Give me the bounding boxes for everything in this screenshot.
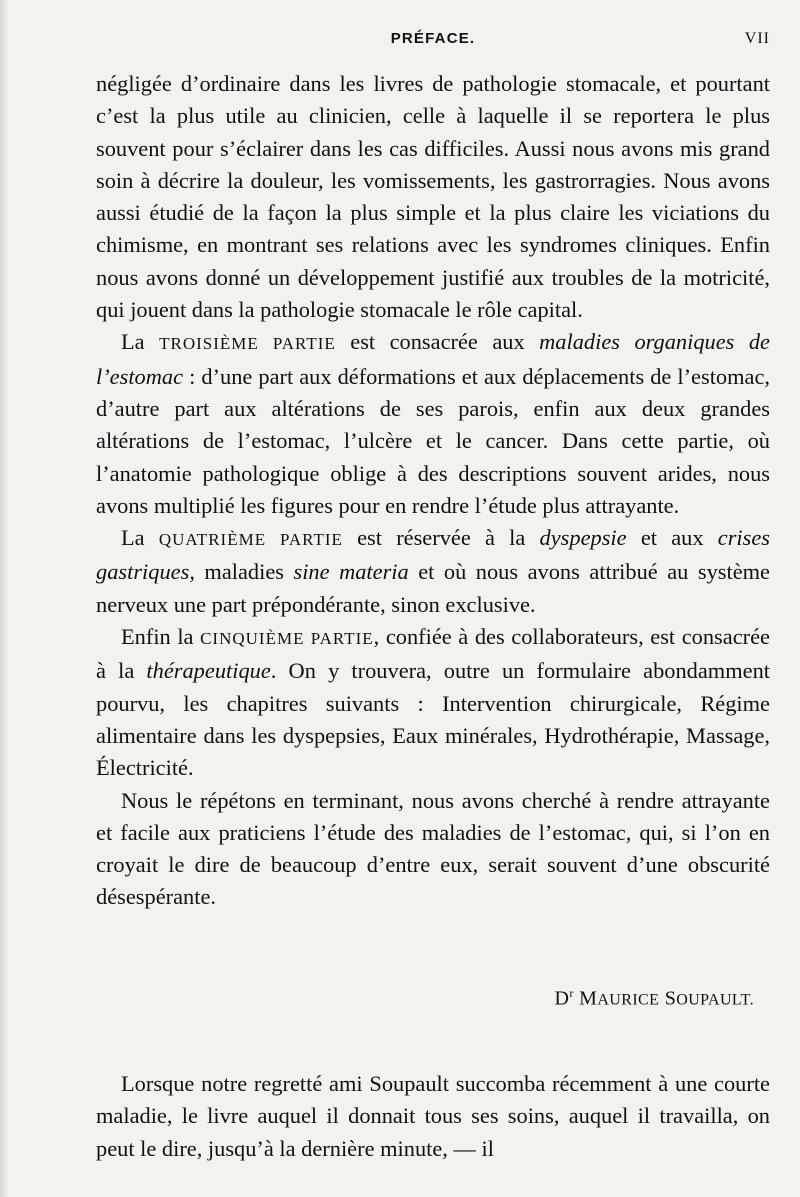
paragraph-conclusion: Nous le répétons en terminant, nous avons cherché à rendre attrayante et facile aux praticiens l’étude des maladies de l’estomac, qui, si l’on en croyait le dire de beaucoup d’entre eux, serait souvent d’une obscurité désespérante. — [96, 787, 770, 910]
fourth-part-italic-1: dyspepsie — [539, 525, 627, 551]
signature-first-name-cap: M — [579, 987, 598, 1010]
third-part-text-2: : d’une part aux déformations et aux déplacements de l’estomac, d’autre part aux altérations de ses parois, enfin aux deux grandes altérations de l’estomac, l’ulcère et le cancer. Dans cette partie, où l’anatomie pathologique oblige à des descriptions souvent arides, nous avons multiplié les figures pour en rendre l’étude plus attrayante. — [96, 363, 770, 518]
third-part-text-1: est consacrée aux — [335, 329, 540, 355]
third-part-italic: maladies organiques de l’estomac — [96, 329, 770, 389]
fourth-part-text-4: et où nous avons attribué au système nerveux une part prépondérante, sinon exclusive. — [96, 559, 770, 617]
page-edge-shadow — [0, 0, 8, 1197]
author-signature — [555, 986, 755, 1011]
fourth-part-text-3: , maladies — [189, 559, 294, 585]
paragraph-third-part — [96, 326, 770, 522]
preface-body — [96, 68, 770, 914]
running-head: PRÉFACE. — [390, 30, 476, 47]
fourth-part-italic-3: sine materia — [293, 559, 409, 585]
page-number: VII — [744, 30, 770, 47]
fifth-part-intro: Enfin la — [121, 624, 194, 650]
page-header — [96, 30, 770, 58]
fourth-part-label: QUATRIÈME PARTIE — [158, 530, 343, 550]
fifth-part-label: CINQUIÈME PARTIE — [200, 629, 374, 649]
paragraph-continuation: négligée d’ordinaire dans les livres de pathologie stomacale, et pourtant c’est la plus utile au clinicien, celle à laquelle il se reportera le plus souvent pour s’éclairer dans les cas difficiles. Aussi nous avons mis grand soin à décrire la douleur, les vomissements, les gastrorragies. Nous avons aussi étudié de la façon la plus simple et la plus claire les viciations du chimisme, en montrant ses relations avec les syndromes cliniques. Enfin nous avons donné un développement justifié aux troubles de la motricité, qui jouent dans la pathologie stomacale le rôle capital. — [96, 71, 770, 323]
signature-title-sup: r — [569, 986, 574, 1000]
closing-text — [96, 1068, 770, 1165]
signature-last-name-cap: S — [664, 987, 677, 1010]
fourth-part-text-1: est réservée à la — [342, 525, 540, 551]
signature-last-name-rest: OUPAULT. — [676, 991, 754, 1009]
third-part-intro: La — [121, 329, 145, 355]
paragraph-fourth-part — [96, 522, 770, 621]
signature-first-name-rest: AURICE — [597, 991, 660, 1009]
fourth-part-text-2: et aux — [626, 525, 718, 551]
fourth-part-italic-2: crises gastriques — [96, 525, 770, 585]
signature-title-prefix: D — [554, 987, 570, 1010]
third-part-label: TROISIÈME PARTIE — [159, 334, 336, 354]
fifth-part-text-1: , confiée à des collaborateurs, est consacrée à la — [96, 624, 770, 684]
fourth-part-intro: La — [121, 525, 145, 551]
fifth-part-text-2: . On y trouvera, outre un formulaire abondamment pourvu, les chapitres suivants : Intervention chirurgicale, Régime alimentaire dans les dyspepsies, Eaux minérales, Hydrothérapie, Massage, Électricité. — [96, 658, 770, 781]
paragraph-memorial: Lorsque notre regretté ami Soupault succomba récemment à une courte maladie, le livre auquel il donnait tous ses soins, auquel il travailla, on peut le dire, jusqu’à la dernière minute, — il — [96, 1071, 770, 1161]
paragraph-fifth-part — [96, 621, 770, 784]
fifth-part-italic: thérapeutique — [146, 658, 271, 684]
